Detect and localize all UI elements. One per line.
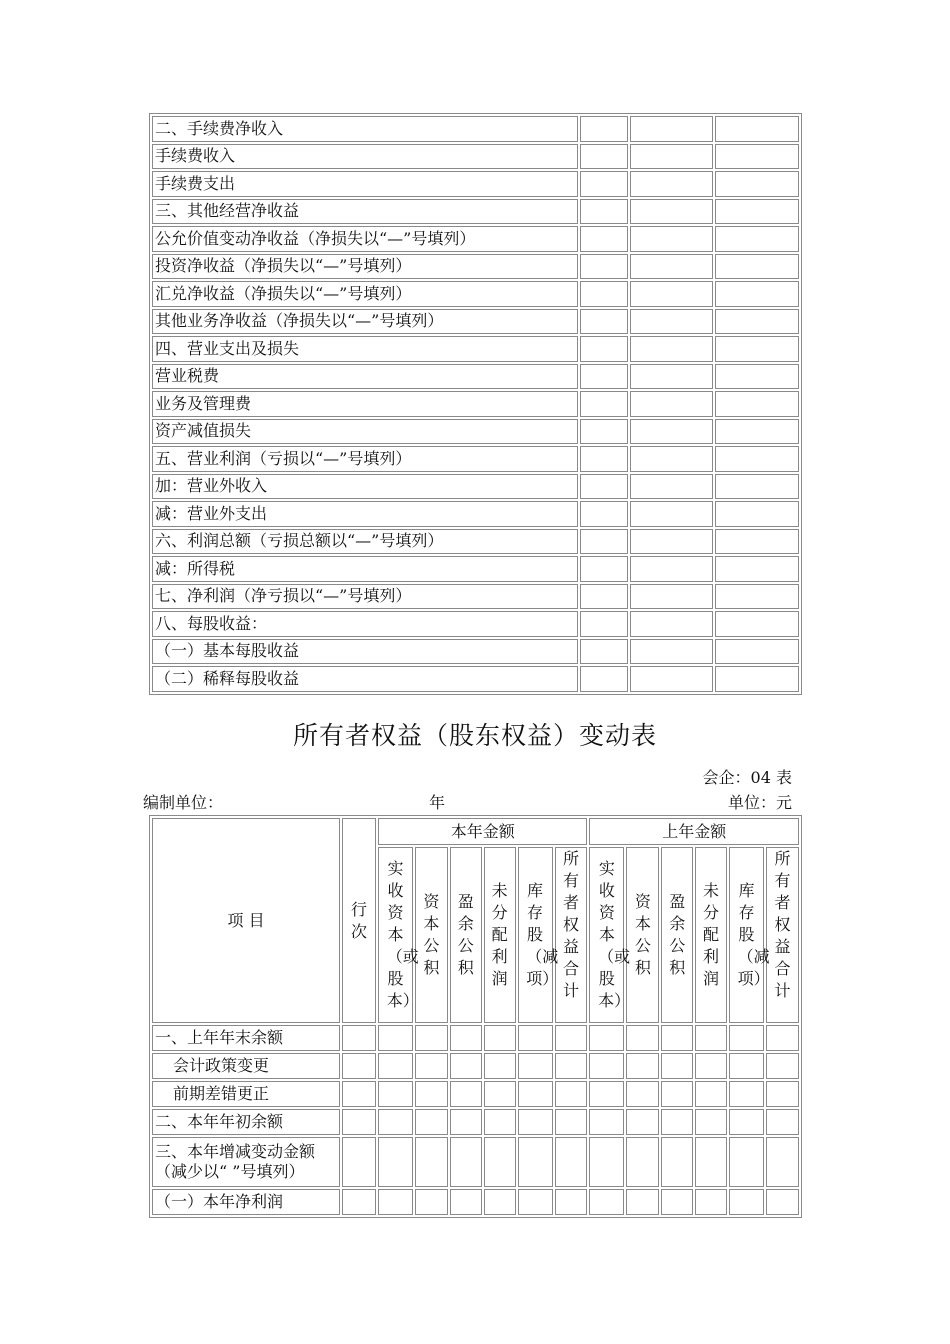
amount-cell[interactable] (415, 1025, 448, 1051)
row-label: 加：营业外收入 (152, 474, 578, 500)
table-row (152, 1081, 799, 1107)
amount-cell[interactable] (630, 199, 713, 225)
row-label (152, 1137, 340, 1187)
amount-cell[interactable] (695, 1189, 727, 1215)
amount-cell[interactable] (695, 1109, 727, 1135)
amount-cell[interactable] (580, 611, 628, 637)
amount-cell[interactable] (661, 1137, 693, 1187)
amount-cell[interactable] (715, 611, 799, 637)
amount-cell[interactable] (630, 116, 713, 142)
amount-cell[interactable] (661, 1025, 693, 1051)
table-row (152, 446, 799, 472)
amount-cell[interactable] (695, 1137, 727, 1187)
row-label-line: 三、本年增减变动金额 (155, 1142, 316, 1161)
amount-cell[interactable] (715, 419, 799, 445)
amount-cell[interactable] (450, 1189, 482, 1215)
amount-cell[interactable] (518, 1053, 553, 1079)
table-row (152, 1189, 799, 1215)
table-row (152, 144, 799, 170)
table-row (152, 226, 799, 252)
amount-cell[interactable] (378, 1189, 413, 1215)
amount-cell[interactable] (630, 336, 713, 362)
amount-cell[interactable] (715, 309, 799, 335)
amount-cell[interactable] (715, 254, 799, 280)
row-label: 手续费收入 (152, 144, 578, 170)
amount-cell[interactable] (555, 1137, 588, 1187)
amount-cell[interactable] (580, 254, 628, 280)
row-label: 减：所得税 (152, 556, 578, 582)
amount-cell[interactable] (630, 171, 713, 197)
amount-cell[interactable] (518, 1137, 553, 1187)
row-label: 减：营业外支出 (152, 501, 578, 527)
amount-cell[interactable] (589, 1137, 624, 1187)
amount-cell[interactable] (630, 474, 713, 500)
table-row (152, 419, 799, 445)
amount-cell[interactable] (378, 1025, 413, 1051)
amount-cell[interactable] (630, 144, 713, 170)
table-row (152, 1137, 799, 1187)
line-no-cell[interactable] (342, 1053, 376, 1079)
table-row (152, 666, 799, 692)
amount-cell[interactable] (630, 666, 713, 692)
amount-cell[interactable] (415, 1109, 448, 1135)
table-row (152, 474, 799, 500)
amount-cell[interactable] (450, 1137, 482, 1187)
year-label: 年 (429, 793, 446, 812)
amount-cell[interactable] (580, 639, 628, 665)
col-surplus-reserve: 盈余公积 (661, 847, 693, 1023)
col-treasury-stock: 库存股（减项） (729, 847, 764, 1023)
row-label: 八、每股收益： (152, 611, 578, 637)
amount-cell[interactable] (715, 144, 799, 170)
amount-cell[interactable] (580, 144, 628, 170)
amount-cell[interactable] (630, 309, 713, 335)
table-row (152, 556, 799, 582)
amount-cell[interactable] (630, 556, 713, 582)
amount-cell[interactable] (378, 1109, 413, 1135)
amount-cell[interactable] (580, 309, 628, 335)
row-label: 二、本年年初余额 (152, 1109, 340, 1135)
col-surplus-reserve: 盈余公积 (450, 847, 482, 1023)
page-title: 所有者权益（股东权益）变动表 (292, 721, 657, 750)
amount-cell[interactable] (766, 1189, 799, 1215)
col-total-equity: 所有者权益合计 (766, 847, 799, 1023)
amount-cell[interactable] (661, 1053, 693, 1079)
amount-cell[interactable] (766, 1137, 799, 1187)
row-label-line: （减少以“ ”号填列） (155, 1162, 305, 1181)
amount-cell[interactable] (450, 1053, 482, 1079)
amount-cell[interactable] (630, 639, 713, 665)
amount-cell[interactable] (715, 281, 799, 307)
col-treasury-stock: 库存股（减项） (518, 847, 553, 1023)
amount-cell[interactable] (626, 1053, 659, 1079)
amount-cell[interactable] (715, 639, 799, 665)
amount-cell[interactable] (630, 584, 713, 610)
amount-cell[interactable] (378, 1053, 413, 1079)
amount-cell[interactable] (555, 1025, 588, 1051)
table-row (152, 611, 799, 637)
amount-cell[interactable] (589, 1081, 624, 1107)
amount-cell[interactable] (415, 1081, 448, 1107)
table-row (152, 199, 799, 225)
amount-cell[interactable] (580, 281, 628, 307)
col-capital-reserve: 资本公积 (626, 847, 659, 1023)
amount-cell[interactable] (729, 1053, 764, 1079)
row-label: 资产减值损失 (152, 419, 578, 445)
amount-cell[interactable] (518, 1189, 553, 1215)
amount-cell[interactable] (661, 1109, 693, 1135)
amount-cell[interactable] (715, 501, 799, 527)
amount-cell[interactable] (715, 116, 799, 142)
amount-cell[interactable] (630, 446, 713, 472)
item-header: 项 目 (152, 818, 340, 1023)
col-retained-earnings: 未分配利润 (484, 847, 516, 1023)
row-label: 六、利润总额（亏损总额以“—”号填列） (152, 529, 578, 555)
row-label: 四、营业支出及损失 (152, 336, 578, 362)
amount-cell[interactable] (766, 1081, 799, 1107)
amount-cell[interactable] (580, 419, 628, 445)
amount-cell[interactable] (626, 1137, 659, 1187)
table-row (152, 364, 799, 390)
amount-cell[interactable] (630, 254, 713, 280)
income-statement-table (149, 113, 802, 695)
amount-cell[interactable] (580, 391, 628, 417)
table-row (152, 336, 799, 362)
line-no-header: 行次 (342, 818, 376, 1023)
col-total-equity: 所有者权益合计 (555, 847, 588, 1023)
amount-cell[interactable] (766, 1053, 799, 1079)
row-label: 前期差错更正 (152, 1081, 340, 1107)
table-row (152, 639, 799, 665)
amount-cell[interactable] (715, 446, 799, 472)
amount-cell[interactable] (630, 364, 713, 390)
table-row (152, 529, 799, 555)
row-label: 三、其他经营净收益 (152, 199, 578, 225)
table-row (152, 584, 799, 610)
table-row (152, 116, 799, 142)
amount-cell[interactable] (378, 1081, 413, 1107)
table-row (152, 254, 799, 280)
row-label: （一）本年净利润 (152, 1189, 340, 1215)
unit-label: 单位：元 (727, 793, 792, 812)
amount-cell[interactable] (626, 1081, 659, 1107)
amount-cell[interactable] (518, 1109, 553, 1135)
amount-cell[interactable] (484, 1053, 516, 1079)
row-label: 业务及管理费 (152, 391, 578, 417)
amount-cell[interactable] (630, 501, 713, 527)
table-row (152, 391, 799, 417)
amount-cell[interactable] (715, 391, 799, 417)
amount-cell[interactable] (715, 529, 799, 555)
amount-cell[interactable] (729, 1137, 764, 1187)
amount-cell[interactable] (661, 1081, 693, 1107)
col-retained-earnings: 未分配利润 (695, 847, 727, 1023)
amount-cell[interactable] (766, 1109, 799, 1135)
amount-cell[interactable] (518, 1025, 553, 1051)
line-no-cell[interactable] (342, 1137, 376, 1187)
amount-cell[interactable] (715, 364, 799, 390)
row-label: （二）稀释每股收益 (152, 666, 578, 692)
amount-cell[interactable] (450, 1081, 482, 1107)
amount-cell[interactable] (626, 1025, 659, 1051)
table-row (152, 281, 799, 307)
amount-cell[interactable] (630, 391, 713, 417)
amount-cell[interactable] (580, 199, 628, 225)
amount-cell[interactable] (555, 1081, 588, 1107)
amount-cell[interactable] (450, 1109, 482, 1135)
amount-cell[interactable] (661, 1189, 693, 1215)
amount-cell[interactable] (729, 1109, 764, 1135)
amount-cell[interactable] (766, 1025, 799, 1051)
amount-cell[interactable] (580, 666, 628, 692)
row-label: 五、营业利润（亏损以“—”号填列） (152, 446, 578, 472)
amount-cell[interactable] (415, 1189, 448, 1215)
amount-cell[interactable] (695, 1081, 727, 1107)
row-label: 营业税费 (152, 364, 578, 390)
amount-cell[interactable] (580, 529, 628, 555)
row-label: 汇兑净收益（净损失以“—”号填列） (152, 281, 578, 307)
row-label: 七、净利润（净亏损以“—”号填列） (152, 584, 578, 610)
amount-cell[interactable] (484, 1025, 516, 1051)
amount-cell[interactable] (484, 1109, 516, 1135)
equity-change-table (149, 815, 802, 1218)
amount-cell[interactable] (695, 1053, 727, 1079)
amount-cell[interactable] (715, 474, 799, 500)
amount-cell[interactable] (518, 1081, 553, 1107)
row-label: （一）基本每股收益 (152, 639, 578, 665)
amount-cell[interactable] (378, 1137, 413, 1187)
line-no-cell[interactable] (342, 1189, 376, 1215)
row-label: 二、手续费净收入 (152, 116, 578, 142)
row-label: 会计政策变更 (152, 1053, 340, 1079)
amount-cell[interactable] (626, 1109, 659, 1135)
amount-cell[interactable] (715, 584, 799, 610)
amount-cell[interactable] (715, 226, 799, 252)
amount-cell[interactable] (415, 1053, 448, 1079)
amount-cell[interactable] (450, 1025, 482, 1051)
current-year-header: 本年金额 (378, 818, 587, 845)
amount-cell[interactable] (729, 1189, 764, 1215)
amount-cell[interactable] (715, 336, 799, 362)
row-label: 投资净收益（净损失以“—”号填列） (152, 254, 578, 280)
amount-cell[interactable] (555, 1109, 588, 1135)
amount-cell[interactable] (630, 529, 713, 555)
amount-cell[interactable] (580, 364, 628, 390)
line-no-cell[interactable] (342, 1025, 376, 1051)
amount-cell[interactable] (589, 1025, 624, 1051)
amount-cell[interactable] (555, 1189, 588, 1215)
table-row (152, 1025, 799, 1051)
col-capital-reserve: 资本公积 (415, 847, 448, 1023)
amount-cell[interactable] (715, 666, 799, 692)
amount-cell[interactable] (580, 501, 628, 527)
amount-cell[interactable] (580, 556, 628, 582)
amount-cell[interactable] (630, 281, 713, 307)
amount-cell[interactable] (715, 556, 799, 582)
amount-cell[interactable] (589, 1109, 624, 1135)
col-paid-in-capital: 实收资本（或股本） (589, 847, 624, 1023)
amount-cell[interactable] (484, 1137, 516, 1187)
col-paid-in-capital: 实收资本（或股本） (378, 847, 413, 1023)
amount-cell[interactable] (715, 171, 799, 197)
table-row (152, 1109, 799, 1135)
header-row (152, 818, 799, 845)
amount-cell[interactable] (626, 1189, 659, 1215)
line-no-cell[interactable] (342, 1109, 376, 1135)
table-row (152, 501, 799, 527)
amount-cell[interactable] (695, 1025, 727, 1051)
amount-cell[interactable] (729, 1025, 764, 1051)
table-row (152, 171, 799, 197)
amount-cell[interactable] (555, 1053, 588, 1079)
amount-cell[interactable] (484, 1081, 516, 1107)
table-row (152, 309, 799, 335)
amount-cell[interactable] (580, 336, 628, 362)
prior-year-header: 上年金额 (589, 818, 799, 845)
amount-cell[interactable] (580, 116, 628, 142)
amount-cell[interactable] (580, 171, 628, 197)
row-label: 一、上年年末余额 (152, 1025, 340, 1051)
amount-cell[interactable] (589, 1189, 624, 1215)
amount-cell[interactable] (630, 419, 713, 445)
prepared-by-label: 编制单位： (143, 793, 224, 812)
amount-cell[interactable] (580, 474, 628, 500)
row-label: 公允价值变动净收益（净损失以“—”号填列） (152, 226, 578, 252)
amount-cell[interactable] (729, 1081, 764, 1107)
amount-cell[interactable] (415, 1137, 448, 1187)
line-no-cell[interactable] (342, 1081, 376, 1107)
amount-cell[interactable] (580, 226, 628, 252)
amount-cell[interactable] (580, 446, 628, 472)
table-row (152, 1053, 799, 1079)
amount-cell[interactable] (630, 611, 713, 637)
row-label: 手续费支出 (152, 171, 578, 197)
form-code: 会企：04 表 (702, 768, 792, 787)
amount-cell[interactable] (630, 226, 713, 252)
row-label: 其他业务净收益（净损失以“—”号填列） (152, 309, 578, 335)
amount-cell[interactable] (484, 1189, 516, 1215)
amount-cell[interactable] (715, 199, 799, 225)
amount-cell[interactable] (580, 584, 628, 610)
amount-cell[interactable] (589, 1053, 624, 1079)
